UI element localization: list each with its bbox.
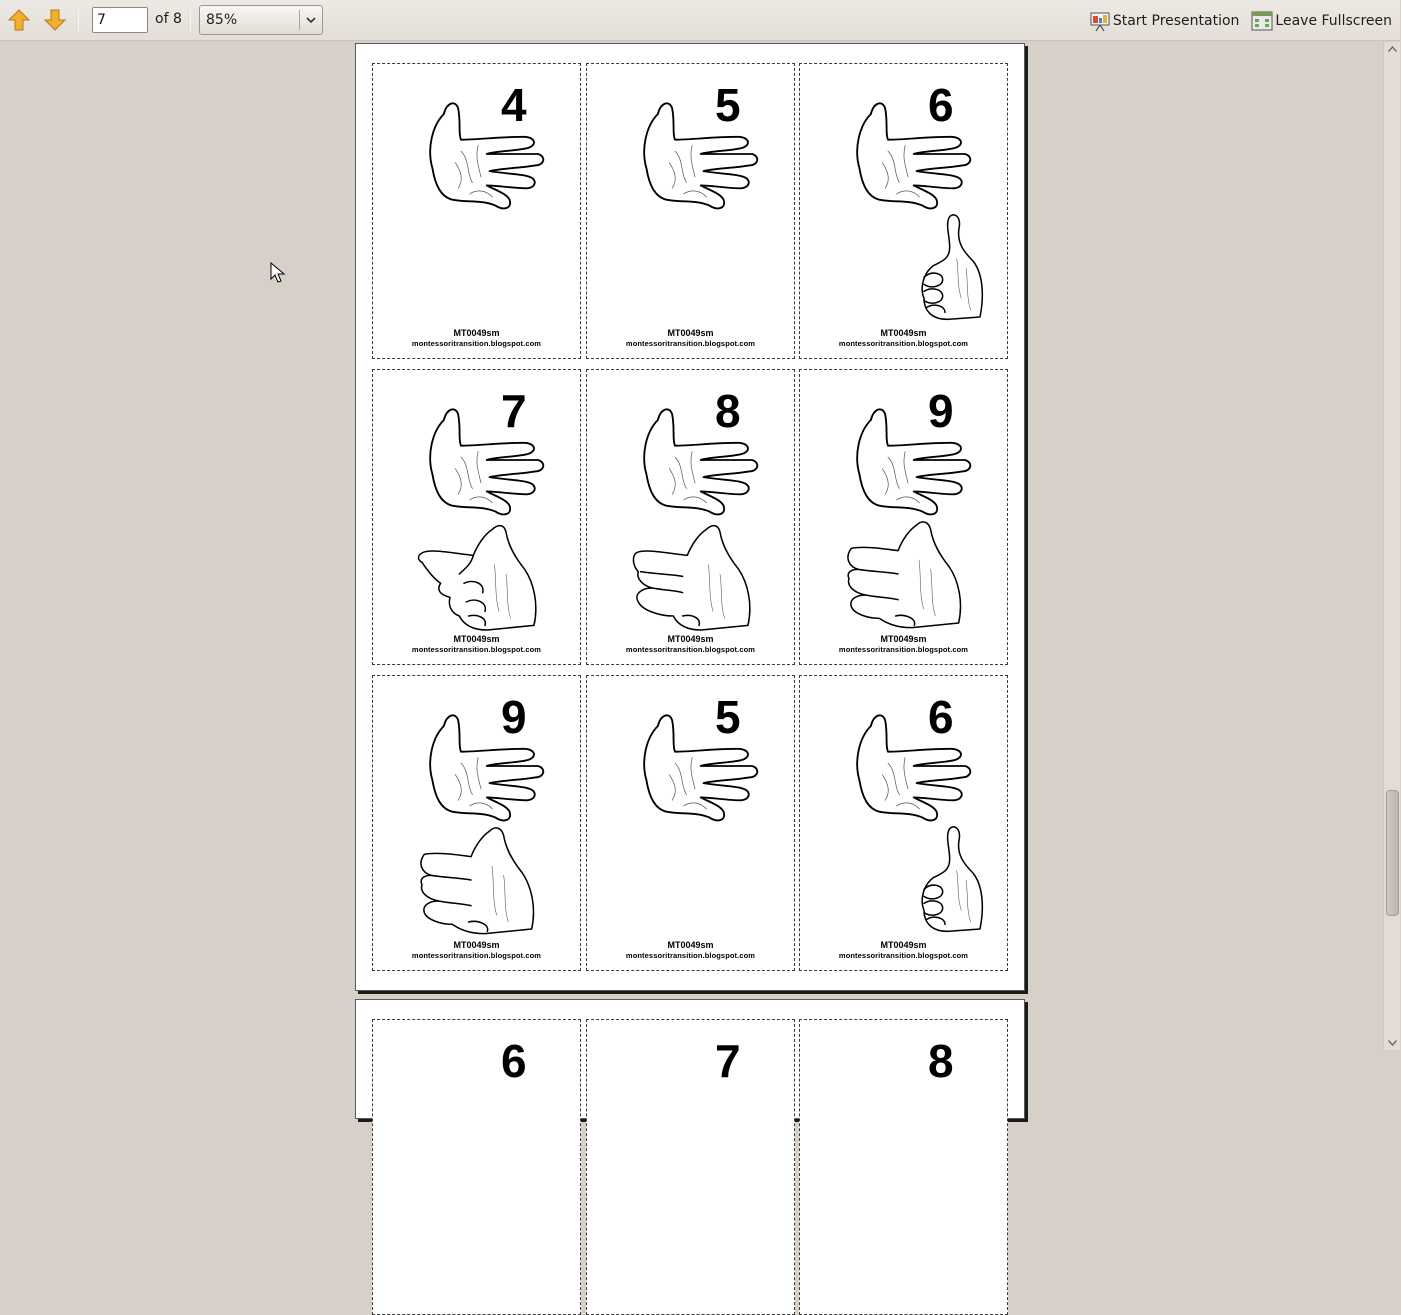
- number-card: [799, 1019, 1008, 1315]
- previous-page-button[interactable]: [4, 6, 34, 34]
- number-card: [799, 63, 1008, 359]
- thumbs-up-fist-icon: [900, 824, 990, 940]
- scroll-down-arrow-icon[interactable]: [1384, 1036, 1401, 1050]
- chevron-down-icon: [300, 6, 322, 34]
- card-code: MT0049sm: [880, 328, 927, 338]
- number-card: [799, 675, 1008, 971]
- start-presentation-label: Start Presentation: [1112, 12, 1240, 29]
- card-number: 5: [715, 691, 741, 743]
- number-card: [372, 369, 581, 665]
- page-count-label: of 8: [155, 11, 182, 27]
- zoom-level: 85%: [206, 12, 238, 28]
- open-hand-icon: [838, 94, 978, 218]
- card-number: 4: [501, 79, 527, 131]
- card-number: 8: [928, 1035, 954, 1087]
- document-viewer[interactable]: [0, 42, 1383, 1087]
- page-number-input[interactable]: [92, 7, 148, 33]
- card-code: MT0049sm: [880, 634, 927, 644]
- card-url: montessoritransition.blogspot.com: [625, 339, 756, 348]
- vertical-scrollbar[interactable]: [1383, 42, 1400, 1050]
- scrollbar-thumb[interactable]: [1386, 790, 1399, 916]
- card-number: 6: [501, 1035, 527, 1087]
- two-finger-hand-icon: [627, 518, 757, 634]
- number-card: [586, 63, 795, 359]
- mouse-pointer-icon: [270, 262, 286, 284]
- leave-fullscreen-button[interactable]: [1247, 7, 1396, 35]
- open-hand-icon: [838, 400, 978, 524]
- open-hand-icon: [838, 706, 978, 830]
- arrow-up-icon: [7, 8, 31, 32]
- pdf-page-7: [355, 43, 1025, 991]
- toolbar-separator: [190, 8, 191, 32]
- card-url: montessoritransition.blogspot.com: [411, 645, 542, 654]
- scroll-up-arrow-icon[interactable]: [1384, 42, 1401, 56]
- card-url: montessoritransition.blogspot.com: [838, 645, 969, 654]
- open-hand-icon: [625, 400, 765, 524]
- card-url: montessoritransition.blogspot.com: [838, 951, 969, 960]
- number-card: [372, 1019, 581, 1315]
- number-card: [372, 675, 581, 971]
- leave-fullscreen-icon: [1251, 10, 1273, 32]
- pdf-page-8: [355, 999, 1025, 1119]
- card-code: MT0049sm: [667, 328, 714, 338]
- next-page-button[interactable]: [40, 6, 70, 34]
- card-code: MT0049sm: [667, 940, 714, 950]
- card-url: montessoritransition.blogspot.com: [411, 951, 542, 960]
- card-code: MT0049sm: [880, 940, 927, 950]
- card-number: 9: [928, 385, 954, 437]
- card-code: MT0049sm: [453, 328, 500, 338]
- card-url: montessoritransition.blogspot.com: [625, 645, 756, 654]
- open-hand-icon: [625, 94, 765, 218]
- card-number: 7: [501, 385, 527, 437]
- toolbar: [0, 0, 1400, 41]
- presentation-icon: [1089, 10, 1111, 32]
- card-url: montessoritransition.blogspot.com: [625, 951, 756, 960]
- card-number: 6: [928, 79, 954, 131]
- card-code: MT0049sm: [667, 634, 714, 644]
- number-card: [586, 1019, 795, 1315]
- card-number: 8: [715, 385, 741, 437]
- leave-fullscreen-label: Leave Fullscreen: [1275, 12, 1392, 29]
- arrow-down-icon: [43, 8, 67, 32]
- card-number: 6: [928, 691, 954, 743]
- card-url: montessoritransition.blogspot.com: [838, 339, 969, 348]
- thumbs-up-fist-icon: [900, 212, 990, 328]
- start-presentation-button[interactable]: [1085, 7, 1244, 35]
- open-hand-icon: [411, 400, 551, 524]
- card-code: MT0049sm: [453, 940, 500, 950]
- card-number: 9: [501, 691, 527, 743]
- number-card: [586, 675, 795, 971]
- card-number: 5: [715, 79, 741, 131]
- three-finger-hand-icon: [413, 824, 543, 940]
- three-finger-hand-icon: [840, 518, 970, 634]
- number-card: [799, 369, 1008, 665]
- card-url: montessoritransition.blogspot.com: [411, 339, 542, 348]
- number-card: [372, 63, 581, 359]
- open-hand-icon: [625, 706, 765, 830]
- pointing-hand-icon: [413, 518, 543, 634]
- card-code: MT0049sm: [453, 634, 500, 644]
- toolbar-separator: [78, 8, 79, 32]
- card-number: 7: [715, 1035, 741, 1087]
- open-hand-icon: [411, 94, 551, 218]
- open-hand-icon: [411, 706, 551, 830]
- number-card: [586, 369, 795, 665]
- zoom-select[interactable]: [199, 5, 323, 35]
